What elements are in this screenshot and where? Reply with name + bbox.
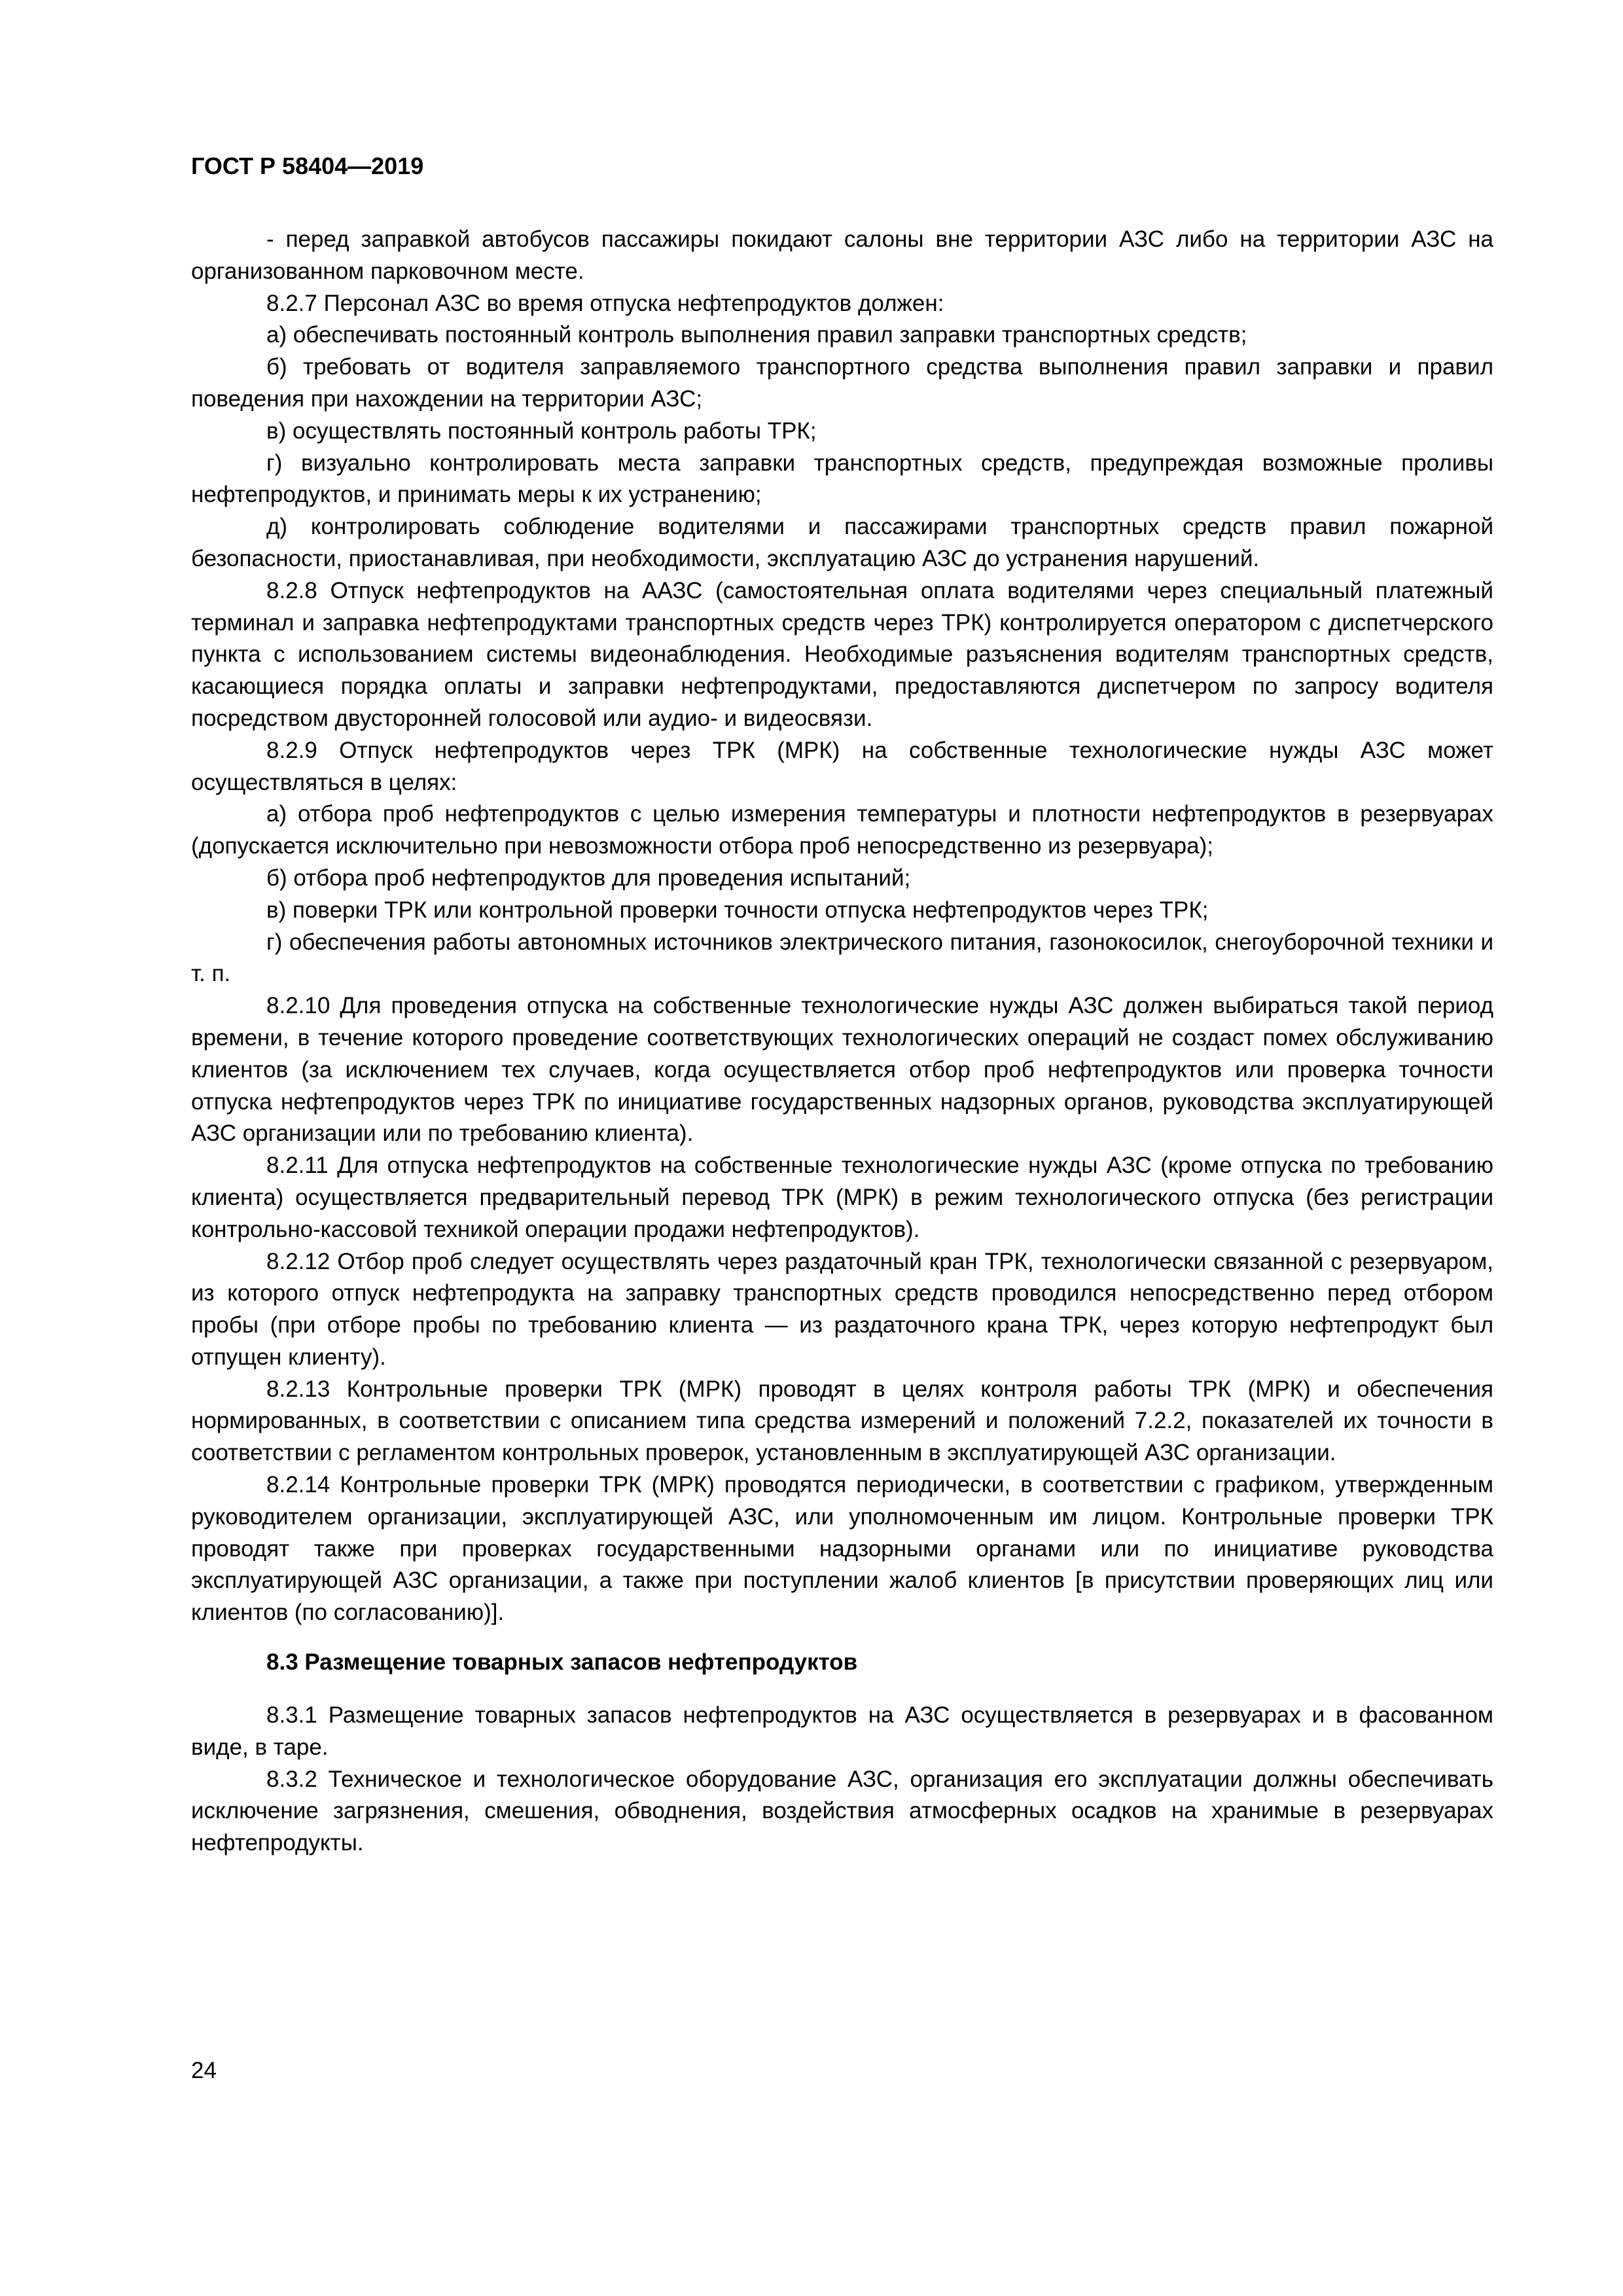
- document-header: ГОСТ Р 58404—2019: [191, 152, 424, 179]
- paragraph: г) визуально контролировать места заправки транспортных средств, предупреждая возможные проливы нефтепродуктов, и принимать меры к их устранению;: [191, 450, 1493, 508]
- paragraph: 8.2.9 Отпуск нефтепродуктов через ТРК (МРК) на собственные технологические нужды АЗС может осуществляться в целях:: [191, 737, 1493, 795]
- paragraph: 8.2.12 Отбор проб следует осуществлять через раздаточный кран ТРК, технологически связанной с резервуаром, из которого отпуск нефтепродукта на заправку транспортных средств проводился непосредственно перед отбором пробы (при отборе пробы по требованию клиента — из раздаточного крана ТРК, через которую нефтепродукт был отпущен клиенту).: [191, 1248, 1493, 1370]
- paragraph: 8.2.14 Контрольные проверки ТРК (МРК) проводятся периодически, в соответствии с графиком, утвержденным руководителем организации, эксплуатирующей АЗС, или уполномоченным им лицом. Контрольные проверки ТРК проводят также при проверках государственными надзорными органами или по инициативе руководства эксплуатирующей АЗС организации, а также при поступлении жалоб клиентов [в присутствии проверяющих лиц или клиентов (по согласованию)].: [191, 1472, 1493, 1626]
- paragraph: 8.2.7 Персонал АЗС во время отпуска нефтепродуктов должен:: [266, 290, 944, 316]
- paragraph: 8.2.10 Для проведения отпуска на собственные технологические нужды АЗС должен выбираться такой период времени, в течение которого проведение соответствующих технологических операций не создаст помех обслуживанию клиентов (за исключением тех случаев, когда осуществляется отбор проб нефтепродуктов или проверка точности отпуска нефтепродуктов через ТРК по инициативе государственных надзорных органов, руководства эксплуатирующей АЗС организации или по требованию клиента).: [191, 993, 1493, 1147]
- paragraph: 8.2.8 Отпуск нефтепродуктов на ААЗС (самостоятельная оплата водителями через специальный платежный терминал и заправка нефтепродуктами транспортных средств через ТРК) контролируется оператором с диспетчерского пункта с использованием системы видеонаблюдения. Необходимые разъяснения водителям транспортных средств, касающиеся порядка оплаты и заправки нефтепродуктами, предоставляются диспетчером по запросу водителя посредством двусторонней голосовой или аудио- и видеосвязи.: [191, 577, 1493, 731]
- document-body: [191, 224, 1493, 1859]
- paragraph: б) отбора проб нефтепродуктов для проведения испытаний;: [266, 865, 911, 891]
- paragraph: в) осуществлять постоянный контроль работы ТРК;: [266, 418, 817, 444]
- section-heading: 8.3 Размещение товарных запасов нефтепродуктов: [266, 1649, 858, 1676]
- paragraph: 8.2.11 Для отпуска нефтепродуктов на собственные технологические нужды АЗС (кроме отпуска по требованию клиента) осуществляется предварительный перевод ТРК (МРК) в режим технологического отпуска (без регистрации контрольно-кассовой техникой операции продажи нефтепродуктов).: [191, 1153, 1493, 1242]
- paragraph: а) обеспечивать постоянный контроль выполнения правил заправки транспортных средств;: [266, 322, 1247, 348]
- paragraph: 8.3.2 Техническое и технологическое оборудование АЗС, организация его эксплуатации должны обеспечивать исключение загрязнения, смешения, обводнения, воздействия атмосферных осадков на хранимые в резервуарах нефтепродукты.: [191, 1766, 1493, 1856]
- page-number: 24: [191, 2058, 217, 2083]
- paragraph: 8.2.13 Контрольные проверки ТРК (МРК) проводят в целях контроля работы ТРК (МРК) и обеспечения нормированных, в соответствии с описанием типа средства измерений и положений 7.2.2, показателей их точности в соответствии с регламентом контрольных проверок, установленным в эксплуатирующей АЗС организации.: [191, 1376, 1493, 1466]
- paragraph: а) отбора проб нефтепродуктов с целью измерения температуры и плотности нефтепродуктов в резервуарах (допускается исключительно при невозможности отбора проб непосредственно из резервуара);: [191, 801, 1493, 859]
- paragraph: 8.3.1 Размещение товарных запасов нефтепродуктов на АЗС осуществляется в резервуарах и в фасованном виде, в таре.: [191, 1702, 1493, 1760]
- paragraph: г) обеспечения работы автономных источников электрического питания, газонокосилок, снегоуборочной техники и т. п.: [191, 929, 1493, 987]
- paragraph: б) требовать от водителя заправляемого транспортного средства выполнения правил заправки и правил поведения при нахождении на территории АЗС;: [191, 354, 1493, 412]
- paragraph: - перед заправкой автобусов пассажиры покидают салоны вне территории АЗС либо на территории АЗС на организованном парковочном месте.: [191, 226, 1493, 284]
- paragraph: д) контролировать соблюдение водителями и пассажирами транспортных средств правил пожарной безопасности, приостанавливая, при необходимости, эксплуатацию АЗС до устранения нарушений.: [191, 514, 1493, 571]
- paragraph: в) поверки ТРК или контрольной проверки точности отпуска нефтепродуктов через ТРК;: [266, 897, 1209, 923]
